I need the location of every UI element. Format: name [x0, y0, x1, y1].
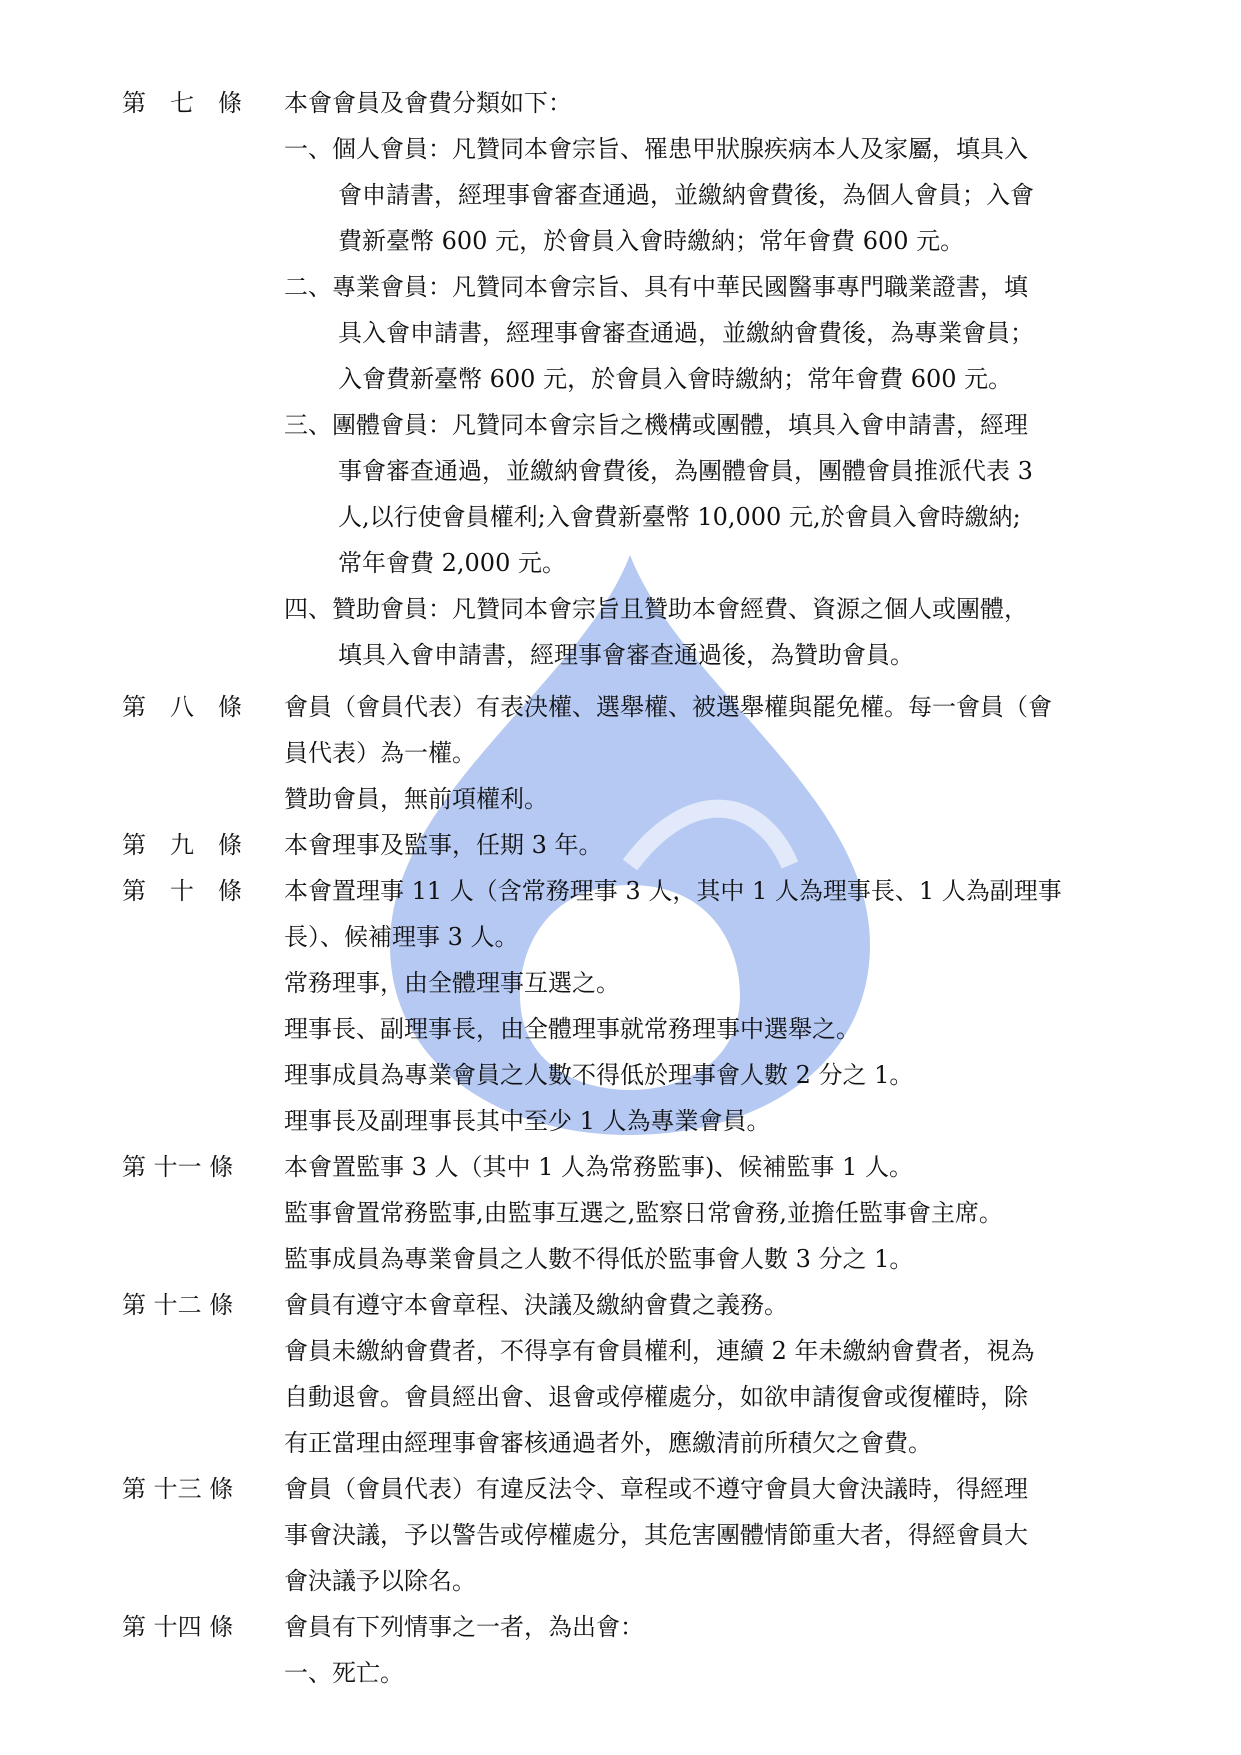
- article-line: 費新臺幣 600 元，於會員入會時繳納；常年會費 600 元。: [338, 227, 965, 255]
- article-line: 本會置監事 3 人（其中 1 人為常務監事)、候補監事 1 人。: [284, 1153, 913, 1181]
- article-line: 自動退會。會員經出會、退會或停權處分，如欲申請復會或復權時，除: [284, 1383, 1028, 1411]
- article-line: 本會會員及會費分類如下：: [284, 89, 572, 117]
- article-line: 會員未繳納會費者，不得享有會員權利，連續 2 年未繳納會費者，視為: [284, 1337, 1035, 1365]
- article-label: 第 十三 條: [122, 1475, 234, 1503]
- article-line: 監事成員為專業會員之人數不得低於監事會人數 3 分之 1。: [284, 1245, 914, 1273]
- list-item-death: 一、死亡。: [284, 1659, 404, 1687]
- article-line: 長）、候補理事 3 人。: [284, 923, 519, 951]
- article-line: 常年會費 2,000 元。: [338, 549, 566, 577]
- article-label: 第 十 條: [122, 877, 242, 905]
- article-line: 監事會置常務監事,由監事互選之,監察日常會務,並擔任監事會主席。: [284, 1199, 1003, 1227]
- article-line: 入會費新臺幣 600 元，於會員入會時繳納；常年會費 600 元。: [338, 365, 1013, 393]
- article-line: 會申請書，經理事會審查通過，並繳納會費後，為個人會員；入會: [338, 181, 1034, 209]
- article-line: 人,以行使會員權利;入會費新臺幣 10,000 元,於會員入會時繳納;: [338, 503, 1021, 531]
- article-line: 有正當理由經理事會審核通過者外，應繳清前所積欠之會費。: [284, 1429, 932, 1457]
- article-line: 會員（會員代表）有違反法令、章程或不遵守會員大會決議時，得經理: [284, 1475, 1028, 1503]
- article-line: 會員有遵守本會章程、決議及繳納會費之義務。: [284, 1291, 788, 1319]
- article-line: 常務理事，由全體理事互選之。: [284, 969, 620, 997]
- article-label: 第 九 條: [122, 831, 242, 859]
- article-line: 理事長及副理事長其中至少 1 人為專業會員。: [284, 1107, 771, 1135]
- list-item-group-member: 三、團體會員：凡贊同本會宗旨之機構或團體，填具入會申請書，經理: [284, 411, 1028, 439]
- article-line: 會員（會員代表）有表決權、選舉權、被選舉權與罷免權。每一會員（會: [284, 693, 1052, 721]
- article-label: 第 八 條: [122, 693, 242, 721]
- article-line: 事會審查通過，並繳納會費後，為團體會員，團體會員推派代表 3: [338, 457, 1033, 485]
- article-line: 本會理事及監事，任期 3 年。: [284, 831, 603, 859]
- list-item-sponsor-member: 四、贊助會員：凡贊同本會宗旨且贊助本會經費、資源之個人或團體，: [284, 595, 1028, 623]
- article-line: 會員有下列情事之一者，為出會：: [284, 1613, 644, 1641]
- list-item-individual-member: 一、個人會員：凡贊同本會宗旨、罹患甲狀腺疾病本人及家屬，填具入: [284, 135, 1028, 163]
- article-line: 會決議予以除名。: [284, 1567, 476, 1595]
- article-line: 員代表）為一權。: [284, 739, 476, 767]
- article-line: 具入會申請書，經理事會審查通過，並繳納會費後，為專業會員；: [338, 319, 1034, 347]
- article-label: 第 七 條: [122, 89, 242, 117]
- article-line: 填具入會申請書，經理事會審查通過後，為贊助會員。: [338, 641, 914, 669]
- article-line: 事會決議，予以警告或停權處分，其危害團體情節重大者，得經會員大: [284, 1521, 1028, 1549]
- article-line: 理事成員為專業會員之人數不得低於理事會人數 2 分之 1。: [284, 1061, 914, 1089]
- article-label: 第 十二 條: [122, 1291, 234, 1319]
- article-label: 第 十四 條: [122, 1613, 234, 1641]
- article-line: 理事長、副理事長，由全體理事就常務理事中選舉之。: [284, 1015, 860, 1043]
- article-label: 第 十一 條: [122, 1153, 234, 1181]
- list-item-professional-member: 二、專業會員：凡贊同本會宗旨、具有中華民國醫事專門職業證書，填: [284, 273, 1028, 301]
- article-line: 本會置理事 11 人（含常務理事 3 人，其中 1 人為理事長、1 人為副理事: [284, 877, 1062, 905]
- article-line: 贊助會員，無前項權利。: [284, 785, 548, 813]
